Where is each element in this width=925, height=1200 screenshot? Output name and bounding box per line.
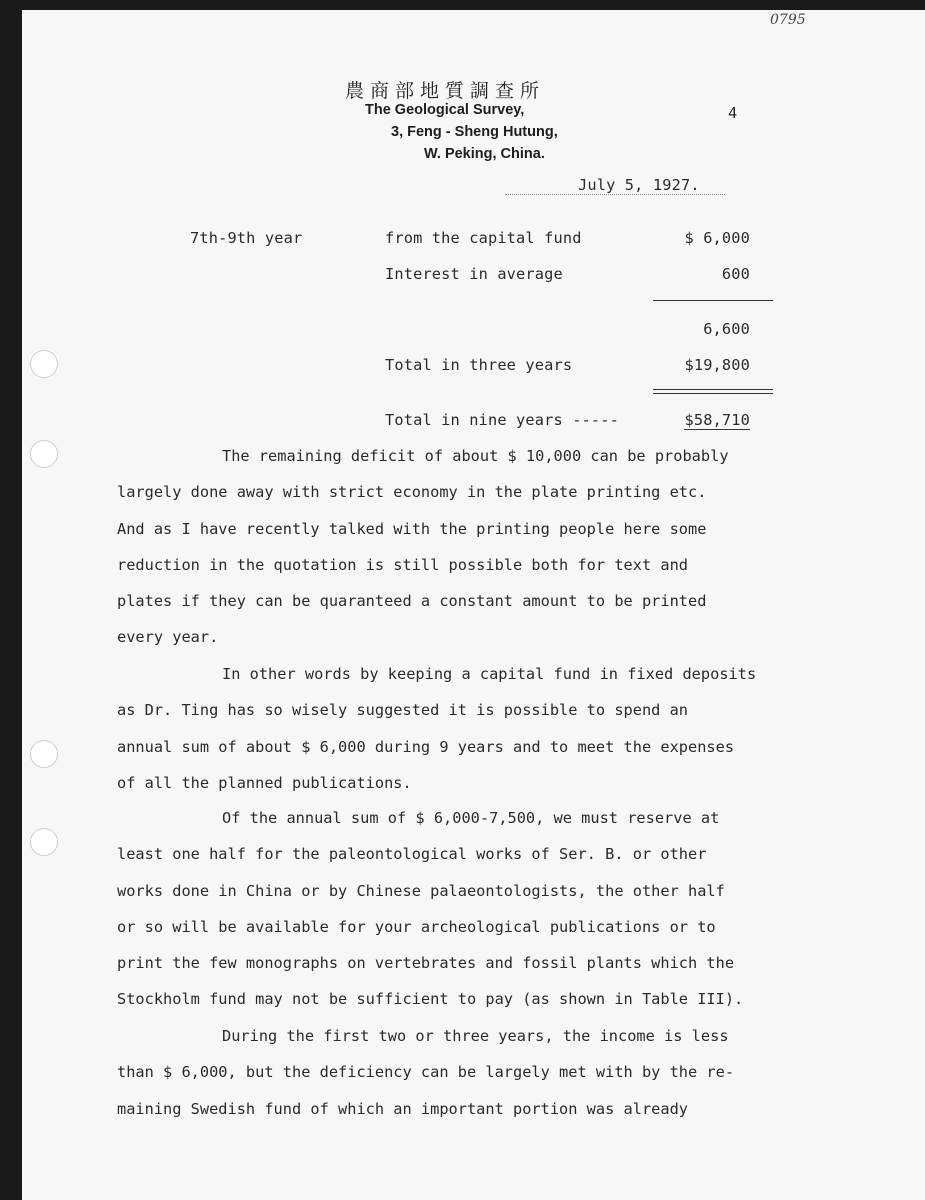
letterhead-chinese: 農商部地質調查所 — [345, 80, 546, 102]
total-nine-years-amount: $58,710 — [684, 411, 750, 429]
text-line: or so will be available for your archeological publications or to — [117, 917, 716, 936]
letterhead-address-2: W. Peking, China. — [424, 146, 545, 162]
funding-period: 7th-9th year — [190, 229, 303, 247]
funding-row-amount: 600 — [721, 265, 750, 283]
total-nine-years-label: Total in nine years ----- — [385, 411, 619, 429]
text-line: maining Swedish fund of which an important portion was already — [117, 1099, 688, 1118]
funding-subtotal: 6,600 — [703, 320, 750, 338]
text-line: And as I have recently talked with the printing people here some — [117, 519, 707, 538]
sum-rule — [653, 389, 773, 390]
text-line: of all the planned publications. — [117, 773, 412, 792]
text-line: In other words by keeping a capital fund in fixed deposits — [222, 665, 757, 683]
text-line: works done in China or by Chinese palaeontologists, the other half — [117, 881, 725, 900]
punch-hole — [30, 350, 58, 378]
total-three-years-label: Total in three years — [385, 356, 573, 374]
text-line: plates if they can be quaranteed a constant amount to be printed — [117, 592, 707, 611]
text-line: annual sum of about $ 6,000 during 9 years and to meet the expenses — [117, 737, 735, 756]
letter-date: July 5, 1927. — [578, 176, 700, 194]
text-line: The remaining deficit of about $ 10,000 can be probably — [222, 447, 729, 465]
punch-hole — [30, 440, 58, 468]
funding-row-label: Interest in average — [385, 265, 563, 283]
text-line: Of the annual sum of $ 6,000-7,500, we must reserve at — [222, 809, 720, 827]
text-line: During the first two or three years, the income is less — [222, 1027, 729, 1045]
funding-row-label: from the capital fund — [385, 229, 582, 247]
date-underline — [505, 194, 725, 195]
paragraph — [117, 1018, 877, 1127]
funding-row-amount: $ 6,000 — [684, 229, 750, 247]
punch-hole — [30, 828, 58, 856]
sum-rule — [653, 300, 773, 301]
page-number: 4 — [728, 104, 738, 122]
text-line: largely done away with strict economy in the plate printing etc. — [117, 483, 707, 502]
letterhead-name: The Geological Survey, — [365, 102, 525, 118]
text-line: reduction in the quotation is still possible both for text and — [117, 555, 688, 574]
text-line: least one half for the paleontological works of Ser. B. or other — [117, 845, 707, 864]
letterhead-address-1: 3, Feng - Sheng Hutung, — [391, 124, 558, 140]
punch-hole — [30, 740, 58, 768]
archive-number: 0795 — [770, 12, 806, 28]
text-line: than $ 6,000, but the deficiency can be largely met with by the re- — [117, 1063, 735, 1082]
sum-rule — [653, 393, 773, 394]
paragraph — [117, 656, 877, 801]
text-line: Stockholm fund may not be sufficient to pay (as shown in Table III). — [117, 990, 744, 1009]
total-three-years-amount: $19,800 — [684, 356, 750, 374]
paragraph — [117, 800, 877, 1018]
paragraph — [117, 438, 877, 656]
text-line: every year. — [117, 628, 219, 647]
text-line: as Dr. Ting has so wisely suggested it is possible to spend an — [117, 701, 688, 720]
text-line: print the few monographs on vertebrates and fossil plants which the — [117, 954, 735, 973]
